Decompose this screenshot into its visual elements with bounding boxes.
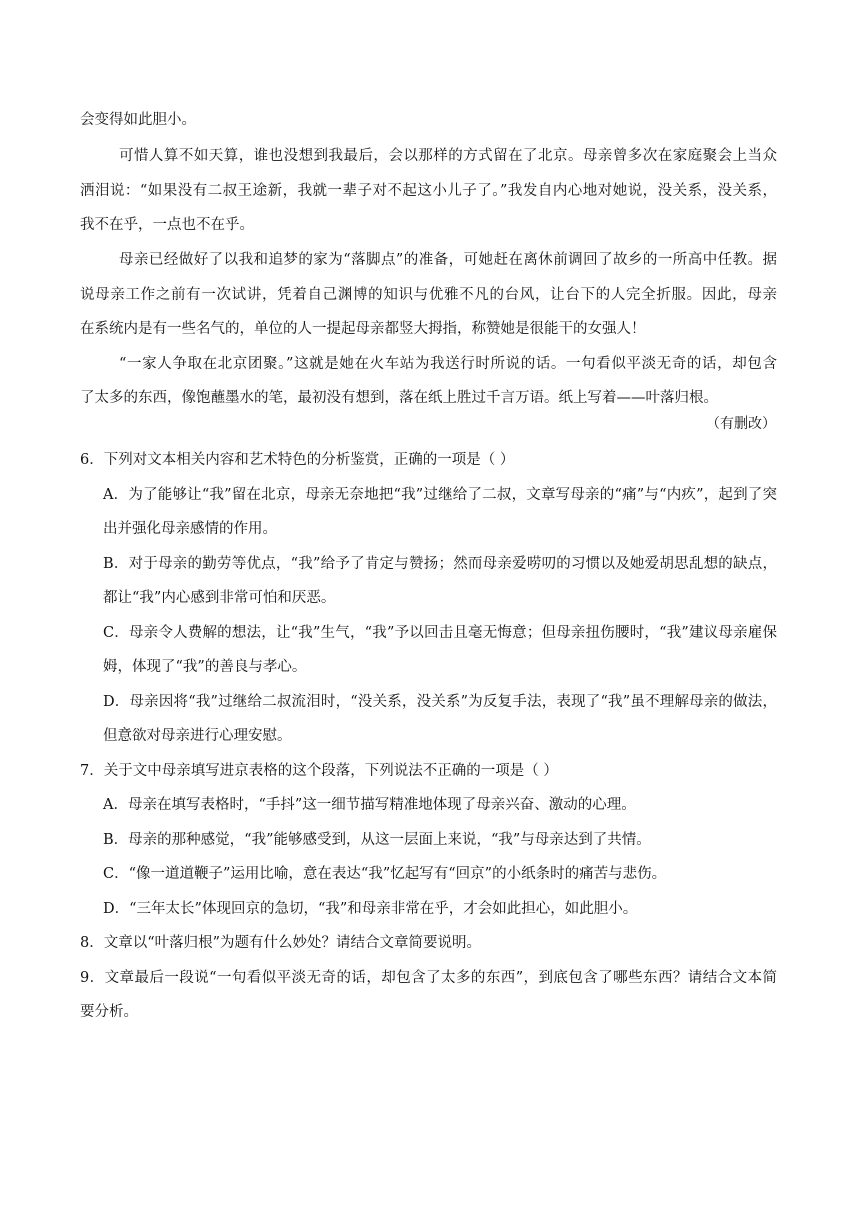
passage-line: “一家人争取在北京团聚。”这就是她在火车站为我送行时所说的话。一句看似平淡无奇的话，却包含: [119, 356, 777, 372]
passage-line: 会变得如此胆小。: [80, 112, 196, 128]
question-6-stem: 6．下列对文本相关内容和艺术特色的分析鉴赏，正确的一项是（ ）: [80, 452, 515, 468]
passage-line: 洒泪说：“如果没有二叔王途新，我就一辈子对不起这小儿子了。”我发自内心地对她说，没关系，没关系，: [80, 183, 777, 199]
passage-line: 母亲已经做好了以我和追梦的家为“落脚点”的准备，可她赶在离休前调回了故乡的一所高中任教。据: [119, 252, 777, 268]
question-7-option-b: B．母亲的那种感觉，“我”能够感受到，从这一层面上来说，“我”与母亲达到了共情。: [103, 832, 651, 848]
passage-line: 我不在乎，一点也不在乎。: [80, 217, 254, 233]
passage-line: 在系统内是有一些名气的，单位的人一提起母亲都竖大拇指，称赞她是很能干的女强人！: [80, 321, 646, 337]
question-9: 9．文章最后一段说“一句看似平淡无奇的话，却包含了太多的东西”，到底包含了哪些东西？请结合文本简: [80, 970, 778, 986]
question-6-option-c: C．母亲令人费解的想法，让“我”生气，“我”予以回击且毫无悔意；但母亲扭伤腰时，“我”建议母亲雇保: [103, 625, 777, 641]
question-6-option-d-cont: 但意欲对母亲进行心理安慰。: [103, 728, 292, 744]
question-6-option-b-cont: 都让“我”内心感到非常可怕和厌恶。: [103, 590, 336, 606]
question-6-option-c-cont: 姆，体现了“我”的善良与孝心。: [103, 659, 307, 675]
passage-line: 了太多的东西，像饱蘸墨水的笔，最初没有想到，落在纸上胜过千言万语。纸上写着——叶落归根。: [80, 390, 718, 406]
question-9-cont: 要分析。: [80, 1004, 138, 1020]
source-note: （有删改）: [706, 416, 776, 432]
question-7-option-c: C．“像一道道鞭子”运用比喻，意在表达“我”忆起写有“回京”的小纸条时的痛苦与悲伤。: [103, 866, 667, 882]
question-7-option-a: A．母亲在填写表格时，“手抖”这一细节描写精准地体现了母亲兴奋、激动的心理。: [103, 797, 636, 813]
question-6-option-b: B．对于母亲的勤劳等优点，“我”给予了肯定与赞扬；然而母亲爱唠叨的习惯以及她爱胡思乱想的缺点，: [103, 556, 777, 572]
question-7-stem: 7．关于文中母亲填写进京表格的这个段落，下列说法不正确的一项是（ ）: [80, 763, 558, 779]
passage-line: 说母亲工作之前有一次试讲，凭着自己渊博的知识与优雅不凡的台风，让台下的人完全折服。因此，母亲: [80, 287, 777, 303]
question-7-option-d: D．“三年太长”体现回京的急切，“我”和母亲非常在乎，才会如此担心，如此胆小。: [103, 901, 638, 917]
question-8: 8．文章以“叶落归根”为题有什么妙处？请结合文章简要说明。: [80, 935, 482, 951]
passage-line: 可惜人算不如天算，谁也没想到我最后，会以那样的方式留在了北京。母亲曾多次在家庭聚会上当众: [119, 148, 777, 164]
question-6-option-d: D．母亲因将“我”过继给二叔流泪时，“没关系，没关系”为反复手法，表现了“我”虽不理解母亲的做法，: [103, 694, 777, 710]
question-6-option-a-cont: 出并强化母亲感情的作用。: [103, 521, 277, 537]
question-6-option-a: A．为了能够让“我”留在北京，母亲无奈地把“我”过继给了二叔，文章写母亲的“痛”与“内疚”，起到了突: [103, 487, 777, 503]
